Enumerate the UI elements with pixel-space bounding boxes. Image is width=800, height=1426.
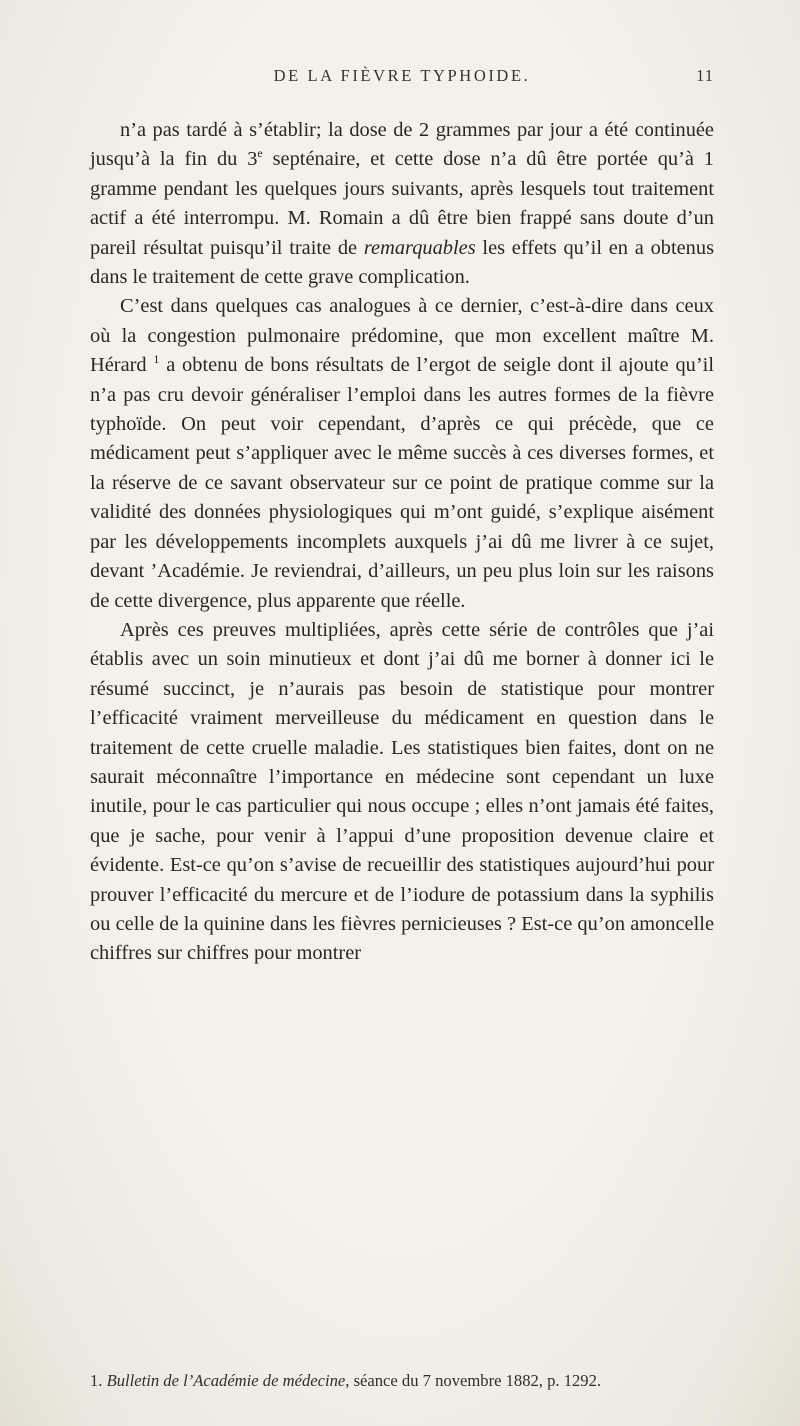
paragraph	[90, 116, 714, 292]
text-segment: remarquables	[363, 236, 476, 259]
page-number: 11	[696, 66, 714, 85]
text-segment: les effets qu’il en a obtenus dans le traitement de cette grave complication.	[90, 236, 715, 289]
text-segment: Après ces preuves multipliées, après cette série de contrôles que j’ai établis avec un soin minutieux et dont j’ai dû me borner à donner ici le résumé succinct, je n’aurais pas besoin de statistique pour montrer l’efficacité vraiment merveilleuse du médicament en question dans le traitement de cette cruelle maladie. Les statistiques bien faites, dont on ne saurait méconnaître l’importance en médecine sont cependant un luxe inutile, pour le cas particulier qui nous occupe ; elles n’ont jamais été faites, que je sache, pour venir à l’appui d’une proposition devenue claire et évidente. Est-ce qu’on s’avise de recueillir des statistiques aujourd’hui pour prouver l’efficacité du mercure et de l’iodure de potassium dans la syphilis ou celle de la quinine dans les fièvres pernicieuses ? Est-ce qu’on amoncelle chiffres sur chiffres pour montrer	[90, 618, 714, 965]
page-header	[90, 66, 714, 94]
footnote	[90, 1370, 714, 1392]
footnote-reference: 1	[153, 352, 160, 367]
text-segment: septénaire, et cette dose n’a dû être portée qu’à 1 gramme pendant les quelques jours suivants, après lesquels tout traitement actif a été interrompu. M. Romain a dû être bien frappé sans doute d’un pareil résultat puisqu’il traite de	[90, 148, 715, 259]
text-segment: C’est dans quelques cas analogues à ce dernier, c’est-à-dire dans ceux où la congestion pulmonaire prédomine, que mon excellent maître M. Hérard	[90, 295, 714, 377]
running-title: DE LA FIÈVRE TYPHOIDE.	[273, 66, 531, 85]
text-segment: 1.	[90, 1371, 107, 1390]
text-segment: , séance du 7 novembre 1882, p. 1292.	[345, 1371, 602, 1390]
text-segment: n’a pas tardé à s’établir; la dose de 2 grammes par jour a été continuée jusqu’à la fin du 3	[90, 119, 714, 171]
body-text	[90, 116, 714, 969]
paragraph	[90, 292, 714, 615]
footnote-area	[90, 1370, 714, 1392]
paragraph	[90, 616, 714, 969]
text-segment: Bulletin de l’Académie de médecine	[106, 1371, 346, 1390]
text-segment: a obtenu de bons résultats de l’ergot de seigle dont il ajoute qu’il n’a pas cru devoir généraliser l’emploi dans les autres formes de la fièvre typhoïde. On peut voir cependant, d’après ce qui précède, que ce médicament peut s’appliquer avec le même succès à ces diverses formes, et la réserve de ce savant observateur sur ce point de pratique comme sur la validité des données physiologiques qui m’ont guidé, s’explique aisément par les développements incomplets auxquels j’ai dû me livrer à ce sujet, devant ’Académie. Je reviendrai, d’ailleurs, un peu plus loin sur les raisons de cette divergence, plus apparente que réelle.	[90, 354, 714, 612]
footnote-reference: e	[257, 146, 263, 161]
